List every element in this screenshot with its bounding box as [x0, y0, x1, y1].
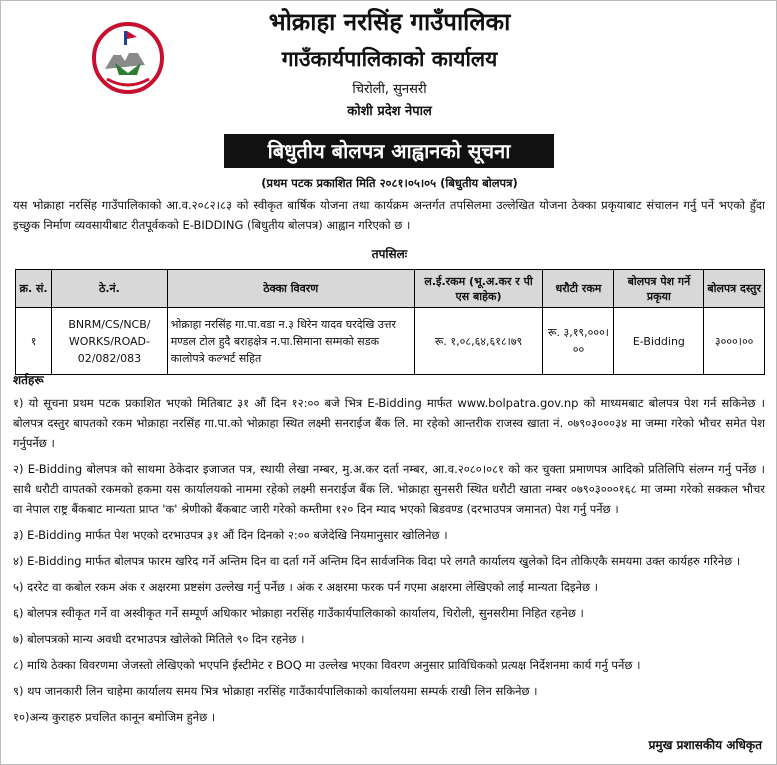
tender-table — [15, 269, 765, 375]
notice-title: बिधुतीय बोलपत्र आह्वानको सूचना — [224, 134, 554, 168]
col-description: ठेक्का विवरण — [167, 270, 414, 308]
term-item: ३) E-Bidding मार्फत पेश भएको दरभाउपत्र ३१ औं दिन दिनको २:०० बजेदेखि नियमानुसार खोलिनेछ । — [13, 528, 448, 542]
term-item: ४) E-Bidding मार्फत बोलपत्र फारम खरिद गर्ने अन्तिम दिन वा दर्ता गर्ने अन्तिम दिन सार्वजनिक विदा परे लगतै कार्यालय खुलेको दिन तोकिएकै समयमा उक्त कार्यहरु गरिनेछ । — [13, 554, 741, 568]
terms-list — [13, 393, 765, 733]
col-sn: क्र. सं. — [16, 270, 52, 308]
signature-title: प्रमुख प्रशासकीय अधिकृत — [648, 738, 762, 752]
intro-paragraph: यस भोक्राहा नरसिंह गाउँपालिकाको आ.व.२०८२।८३ को स्वीकृत बार्षिक योजना तथा कार्यक्रम अन्तर्गत तपसिलमा उल्लेखित योजना ठेक्का प्रकृयाबाट संचालन गर्नु पर्ने भएको हुँदा इच्छुक निर्माण व्यवसायीबाट रीतपूर्वकको E-BIDDING (बिधुतीय बोलपत्र) आह्वान गरिएको छ । — [13, 198, 765, 232]
term-item: १०)अन्य कुराहरु प्रचलित कानून बमोजिम हुनेछ । — [13, 710, 216, 724]
cell-estimate: रू. १,०८,६४,६१८।७९ — [414, 308, 543, 375]
table-header-row — [16, 270, 765, 308]
cell-description: भोक्राहा नरसिंह गा.पा.वडा न.३ धिरेन यादव घरदेखि उत्तर मण्डल टोल हुदै बराहक्षेत्र न.पा.सिमाना सम्मको सडक कालोपत्रे कल्भर्ट सहित — [167, 308, 414, 375]
term-item: ८) माथि ठेक्का विवरणमा जेजस्तो लेखिएको भएपनि ईस्टीमेट र BOQ मा उल्लेख भएका विवरण अनुसार प्राविधिकको प्रत्यक्ष निर्देशनमा कार्य गर्नु पर्नेछ । — [13, 658, 641, 672]
col-fee: बोलपत्र दस्तुर — [704, 270, 765, 308]
col-deposit: धरौटी रकम — [543, 270, 614, 308]
col-contract-no: ठे.नं. — [52, 270, 168, 308]
term-item: ६) बोलपत्र स्वीकृत गर्ने वा अस्वीकृत गर्ने सम्पूर्ण अधिकार भोक्राहा नरसिंह गाउँकार्यपालिकाको कार्यालय, चिरोली, सुनसरीमा निहित रहनेछ । — [13, 606, 584, 620]
cell-method: E-Bidding — [614, 308, 704, 375]
term-item: ९) थप जानकारी लिन चाहेमा कार्यालय समय भित्र भोक्राहा नरसिंह गाउँकार्यपालिकाको कार्यालयमा सम्पर्क राखी लिन सकिनेछ । — [13, 684, 538, 698]
office-location: चिरोली, सुनसरी — [352, 82, 427, 97]
col-method: बोलपत्र पेश गर्ने प्रकृया — [614, 270, 704, 308]
cell-sn: १ — [16, 308, 52, 375]
province-name: कोशी प्रदेश नेपाल — [347, 104, 432, 119]
terms-heading: शर्तहरू — [13, 373, 44, 387]
municipality-name: भोक्राहा नरसिंह गाउँपालिका — [268, 7, 511, 36]
term-item: ५) दररेट वा कबोल रकम अंक र अक्षरमा प्रष्टसंग उल्लेख गर्नु पर्नेछ । अंक र अक्षरमा फरक पर्न गएमा अक्षरमा लेखिएको लाई मान्यता दिइनेछ । — [13, 580, 599, 594]
table-row — [16, 308, 765, 375]
term-item: १) यो सूचना प्रथम पटक प्रकाशित भएको मितिबाट ३१ औं दिन १२:०० बजे भित्र E-Bidding मार्फत www.bolpatra.gov.np को माध्यमबाट बोलपत्र पेश गर्न सकिनेछ । बोलपत्र दस्तुर बापतको रकम भोक्राहा नरसिंह गा.पा.को भोक्राहा स्थित लक्ष्मी सनराईज बैंक लि. मा रहेको आन्तरीक राजस्व खाता नं. ०७९०३०००३४ मा जम्मा गरेको भौचर समेत पेश गर्नुपर्नेछ । — [13, 396, 765, 450]
cell-deposit: रू. ३,१९,०००।०० — [543, 308, 614, 375]
office-name: गाउँकार्यपालिकाको कार्यालय — [281, 46, 498, 71]
publication-subtitle: (प्रथम पटक प्रकाशित मिति २०८१।०५।०५ (बिधुतीय बोलपत्र) — [261, 176, 518, 190]
cell-fee: ३०००।०० — [704, 308, 765, 375]
col-estimate: ल.ई.रकम (भू.अ.कर र पी एस बाहेक) — [414, 270, 543, 308]
details-label: तपसिलः — [371, 247, 408, 261]
cell-contract-no: BNRM/CS/NCB/ WORKS/ROAD- 02/082/083 — [52, 308, 168, 375]
term-item: ७) बोलपत्रको मान्य अवधी दरभाउपत्र खोलेको मितिले ९० दिन रहनेछ । — [13, 632, 305, 646]
term-item: २) E-Bidding बोलपत्र को साथमा ठेकेदार इजाजत पत्र, स्थायी लेखा नम्बर, मु.अ.कर दर्ता नम्बर, आ.व.२०८०।०८१ को कर चुक्ता प्रमाणपत्र आदिको प्रतिलिपि संलग्न गर्नु पर्नेछ । साथै धरौटी वापतको रकमको हकमा यस कार्यालयको नाममा रहेको लक्ष्मी सनराईज बैंक लि. भोक्राहा सुनसरी स्थित धरौटी खाता नम्बर ०७९०३०००१६८ मा जम्मा गरेको सक्कल भौचर वा नेपाल राष्ट्र बैंकबाट मान्यता प्राप्त 'क' श्रेणीको बैंकबाट जारी गरेको कम्तीमा १२० दिन म्याद भएको बिडवण्ड (दरभाउपत्र जमानत) पेश गर्नु पर्नेछ । — [13, 462, 765, 516]
